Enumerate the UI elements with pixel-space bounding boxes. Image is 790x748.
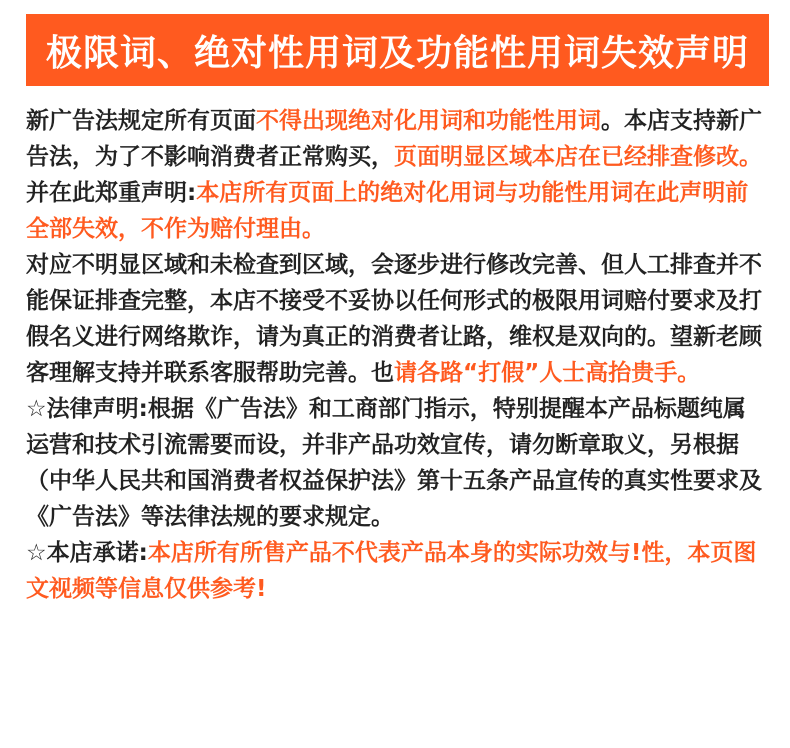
highlight-text: 不得出现绝对化用词和功能性用词 (256, 108, 601, 134)
paragraph-declaration (26, 175, 766, 247)
text-segment: 并在此郑重声明: (26, 180, 197, 206)
text-segment: 对应不明显区域和未检查到区域，会逐步进行修改完善、但人工排查并不能保证排查完整，本店不接受不妥协以任何形式的极限用词赔付要求及打假名义进行网络欺诈，请为真正的消费者让路，维权是双向的。望新老顾客理解支持并联系客服帮助完善。也 (26, 252, 762, 386)
highlight-text: 本店所有页面上的绝对化用词与功能性用词在此声明前全部失效，不作为赔付理由。 (26, 180, 749, 242)
highlight-text: 页面明显区域本店在已经排查修改。 (394, 144, 762, 170)
paragraph-ad-law (26, 103, 766, 175)
highlight-text: 本店所有所售产品不代表产品本身的实际功效与!性，本页图文视频等信息仅供参考! (26, 540, 757, 602)
page-title: 极限词、绝对性用词及功能性用词失效声明 (45, 32, 749, 74)
text-segment: ☆法律声明:根据《广告法》和工商部门指示，特别提醒本产品标题纯属运营和技术引流需要而设，并非产品功效宣传，请勿断章取义，另根据（中华人民共和国消费者权益保护法》第十五条产品宣传的真实性要求及《广告法》等法律法规的要求规定。 (26, 396, 762, 530)
text-segment: ☆本店承诺: (26, 540, 148, 566)
paragraph-legal-notice (26, 391, 766, 535)
paragraph-unchecked-areas (26, 247, 766, 391)
statement-body (26, 103, 766, 607)
title-banner (26, 14, 769, 86)
paragraph-store-promise (26, 535, 766, 607)
text-segment: 。本店支持新广告法，为了不影响消费者正常购买， (26, 108, 762, 170)
highlight-text: 请各路“打假”人士高抬贵手。 (394, 360, 701, 386)
text-segment: 新广告法规定所有页面 (26, 108, 256, 134)
